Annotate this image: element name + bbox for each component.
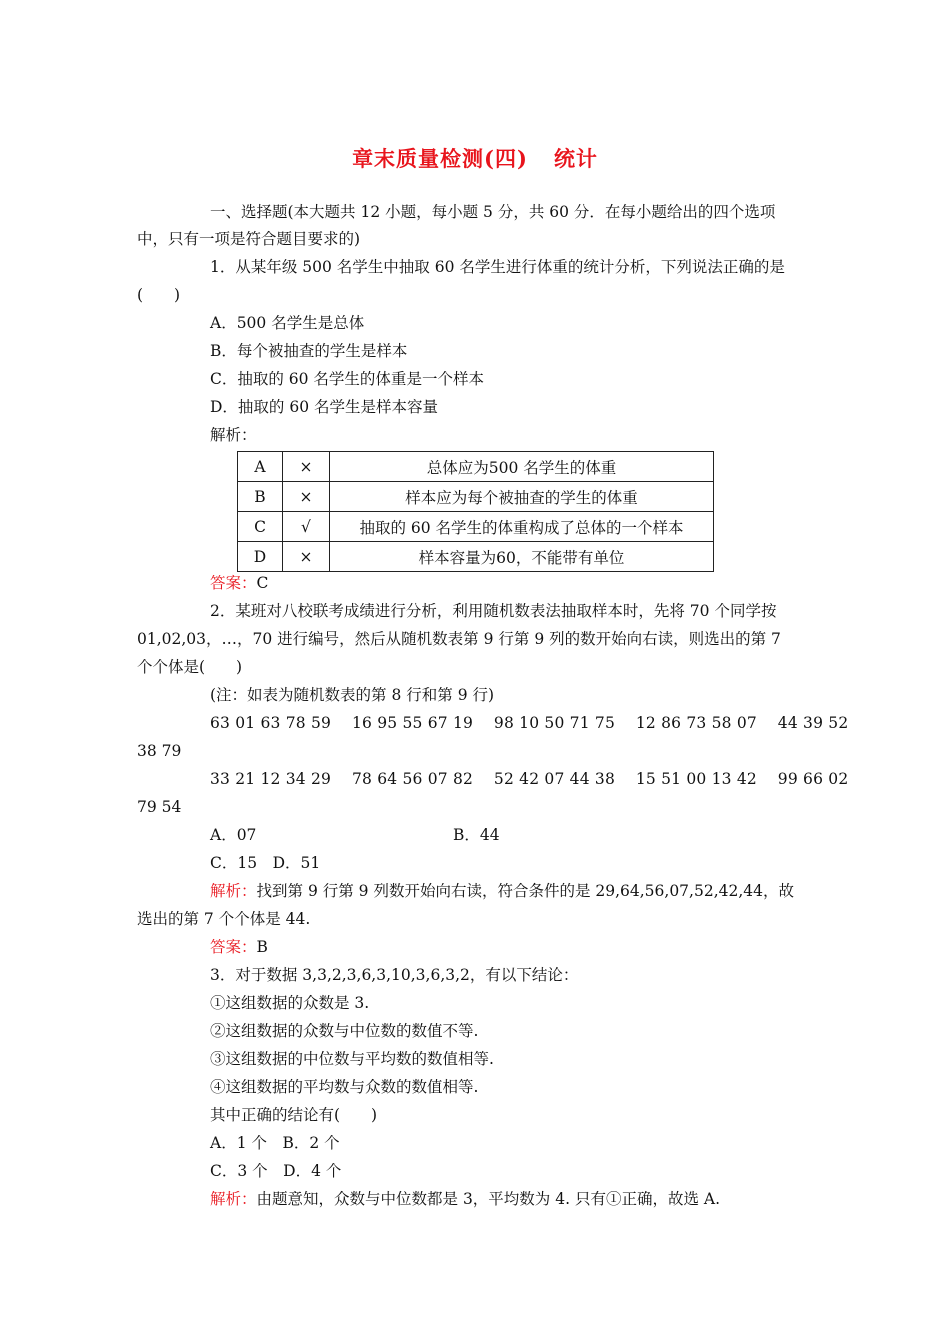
q3-options-ab: A．1 个 B．2 个 bbox=[210, 1134, 340, 1152]
q2-analysis-line2: 选出的第 7 个个体是 44. bbox=[137, 910, 311, 928]
table-cell-text: 总体应为500 名学生的体重 bbox=[330, 452, 714, 482]
table-cell-text: 样本容量为60，不能带有单位 bbox=[330, 542, 714, 572]
table-row bbox=[238, 452, 714, 482]
q2-stem-line3: 个个体是( ) bbox=[137, 658, 243, 676]
q3-conclusion-2: ②这组数据的众数与中位数的数值不等. bbox=[210, 1022, 479, 1040]
table-cell-option: B bbox=[238, 482, 283, 512]
q1-stem-line1: 1．从某年级 500 名学生中抽取 60 名学生进行体重的统计分析，下列说法正确的是 bbox=[210, 258, 785, 276]
q2-note: (注：如表为随机数表的第 8 行和第 9 行) bbox=[210, 686, 495, 704]
analysis-text: 找到第 9 行第 9 列数开始向右读，符合条件的是 29,64,56,07,52,42,44，故 bbox=[256, 882, 794, 900]
q1-analysis-table bbox=[237, 451, 714, 572]
answer-label: 答案： bbox=[210, 574, 257, 592]
q2-stem-line1: 2．某班对八校联考成绩进行分析，利用随机数表法抽取样本时，先将 70 个同学按 bbox=[210, 602, 777, 620]
q2-option-b: B．44 bbox=[453, 826, 500, 844]
analysis-text: 由题意知，众数与中位数都是 3，平均数为 4. 只有①正确，故选 A. bbox=[256, 1190, 720, 1208]
q3-question: 其中正确的结论有( ) bbox=[210, 1106, 378, 1124]
table-cell-mark: × bbox=[283, 452, 330, 482]
q3-conclusion-4: ④这组数据的平均数与众数的数值相等. bbox=[210, 1078, 479, 1096]
q3-conclusion-3: ③这组数据的中位数与平均数的数值相等. bbox=[210, 1050, 494, 1068]
q1-analysis-label: 解析： bbox=[210, 426, 257, 444]
q1-option-d: D．抽取的 60 名学生是样本容量 bbox=[210, 398, 439, 416]
table-cell-option: D bbox=[238, 542, 283, 572]
random-table-row9-line1: 33 21 12 34 29 78 64 56 07 82 52 42 07 44 38 15 51 00 13 42 99 66 02 bbox=[210, 770, 849, 788]
title-main: 章末质量检测(四) bbox=[352, 146, 528, 171]
random-table-row8-line2: 38 79 bbox=[137, 742, 182, 760]
title-sub: 统计 bbox=[553, 146, 598, 171]
q3-analysis bbox=[210, 1189, 720, 1209]
table-row bbox=[238, 512, 714, 542]
q3-conclusion-1: ①这组数据的众数是 3. bbox=[210, 994, 370, 1012]
table-cell-option: A bbox=[238, 452, 283, 482]
analysis-label: 解析： bbox=[210, 882, 257, 900]
random-table-row9-line2: 79 54 bbox=[137, 798, 182, 816]
answer-value: B bbox=[256, 938, 268, 956]
q1-option-a: A．500 名学生是总体 bbox=[210, 314, 365, 332]
random-table-row8-line1: 63 01 63 78 59 16 95 55 67 19 98 10 50 71 75 12 86 73 58 07 44 39 52 bbox=[210, 714, 849, 732]
page-title bbox=[0, 143, 950, 173]
q1-option-b: B．每个被抽查的学生是样本 bbox=[210, 342, 408, 360]
table-cell-text: 样本应为每个被抽查的学生的体重 bbox=[330, 482, 714, 512]
q3-stem: 3．对于数据 3,3,2,3,6,3,10,3,6,3,2，有以下结论： bbox=[210, 966, 579, 984]
q2-analysis-line1 bbox=[210, 881, 794, 901]
answer-value: C bbox=[256, 574, 269, 592]
answer-label: 答案： bbox=[210, 938, 257, 956]
q2-options-cd: C．15 D．51 bbox=[210, 854, 321, 872]
table-row bbox=[238, 482, 714, 512]
section-heading-line2: 中，只有一项是符合题目要求的) bbox=[137, 230, 361, 248]
q2-stem-line2: 01,02,03，…，70 进行编号，然后从随机数表第 9 行第 9 列的数开始向右读，则选出的第 7 bbox=[137, 630, 781, 648]
table-cell-mark: √ bbox=[283, 512, 330, 542]
q2-option-a: A．07 bbox=[210, 826, 257, 844]
table-cell-mark: × bbox=[283, 482, 330, 512]
table-cell-option: C bbox=[238, 512, 283, 542]
table-cell-text: 抽取的 60 名学生的体重构成了总体的一个样本 bbox=[330, 512, 714, 542]
table-cell-mark: × bbox=[283, 542, 330, 572]
q3-options-cd: C．3 个 D．4 个 bbox=[210, 1162, 342, 1180]
q1-answer bbox=[210, 573, 268, 593]
q1-stem-line2: ( ) bbox=[137, 286, 181, 304]
analysis-label: 解析： bbox=[210, 1190, 257, 1208]
section-heading-line1: 一、选择题(本大题共 12 小题，每小题 5 分，共 60 分．在每小题给出的四个选项 bbox=[210, 203, 776, 221]
table-row bbox=[238, 542, 714, 572]
q1-option-c: C．抽取的 60 名学生的体重是一个样本 bbox=[210, 370, 484, 388]
q2-answer bbox=[210, 937, 268, 957]
